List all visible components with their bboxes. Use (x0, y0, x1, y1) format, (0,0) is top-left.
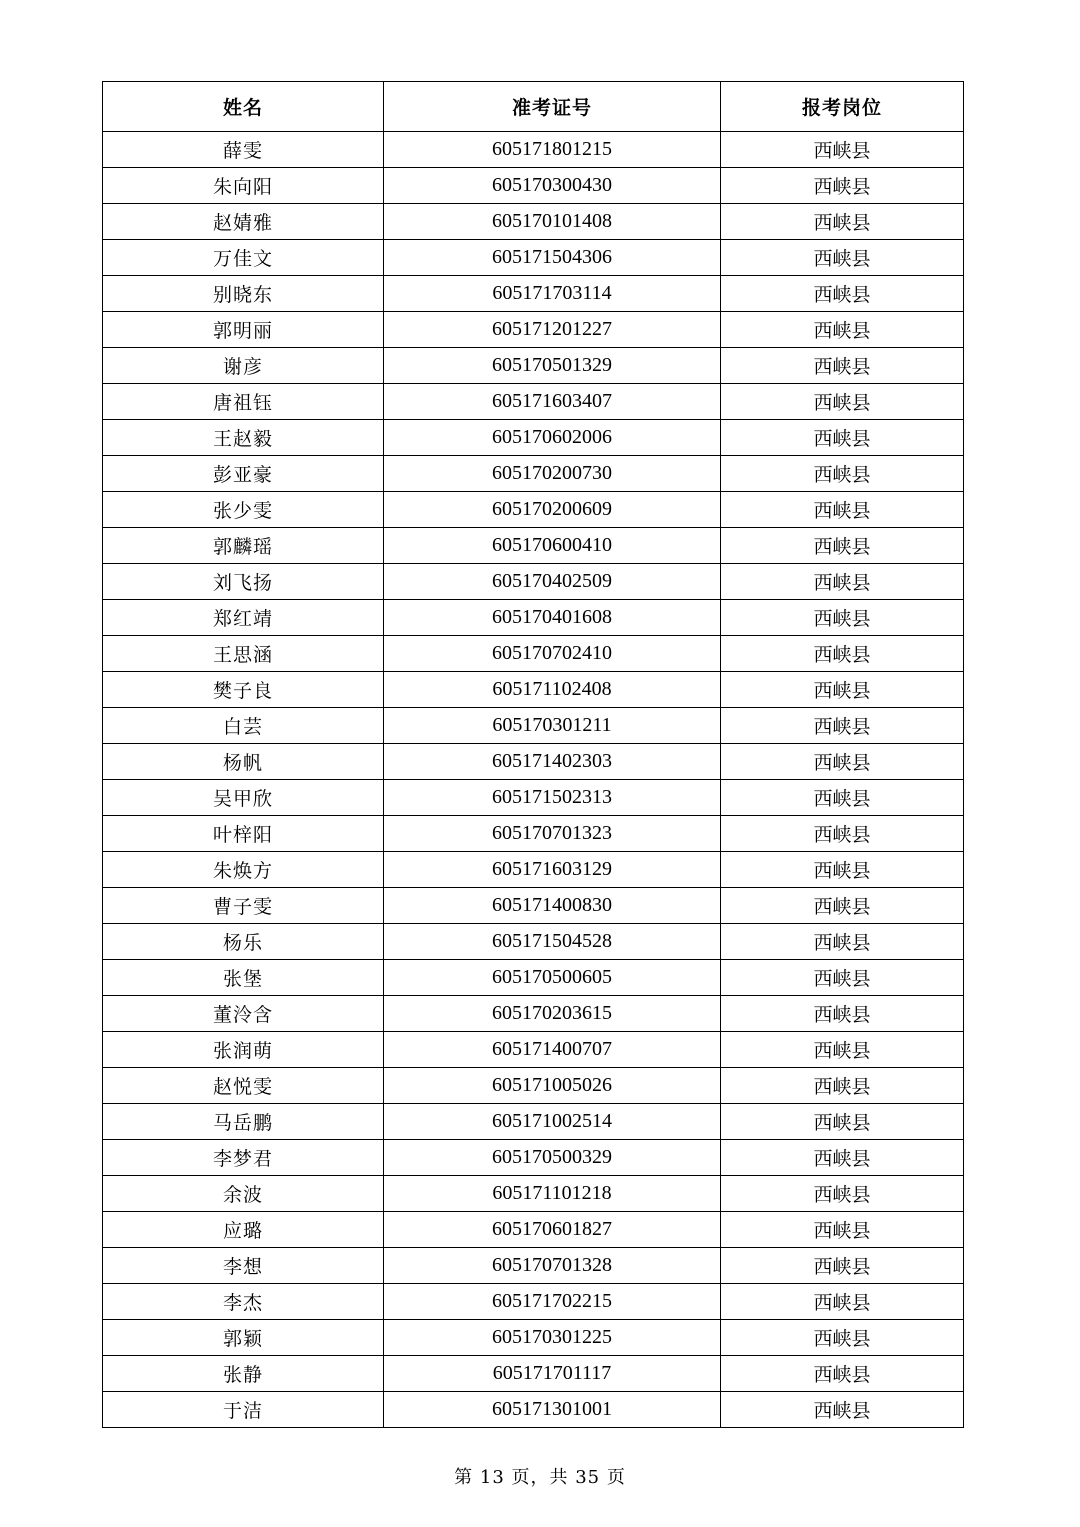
exam-id-cell: 605171402303 (384, 744, 721, 780)
name-cell: 张少雯 (103, 492, 384, 528)
name-cell: 万佳文 (103, 240, 384, 276)
post-cell: 西峡县 (721, 312, 964, 348)
post-cell: 西峡县 (721, 1392, 964, 1428)
table-row (103, 420, 964, 456)
table-row (103, 276, 964, 312)
table-row (103, 636, 964, 672)
table-row (103, 348, 964, 384)
exam-id-cell: 605171002514 (384, 1104, 721, 1140)
table-row (103, 384, 964, 420)
exam-id-cell: 605170200609 (384, 492, 721, 528)
table-row (103, 708, 964, 744)
name-cell: 于洁 (103, 1392, 384, 1428)
exam-id-cell: 605171101218 (384, 1176, 721, 1212)
table-row (103, 816, 964, 852)
post-cell: 西峡县 (721, 852, 964, 888)
post-cell: 西峡县 (721, 384, 964, 420)
post-cell: 西峡县 (721, 960, 964, 996)
table-body (103, 132, 964, 1428)
exam-id-cell: 605171502313 (384, 780, 721, 816)
post-cell: 西峡县 (721, 1068, 964, 1104)
name-cell: 马岳鹏 (103, 1104, 384, 1140)
name-cell: 郑红靖 (103, 600, 384, 636)
table-row (103, 1140, 964, 1176)
name-cell: 赵婧雅 (103, 204, 384, 240)
name-cell: 叶梓阳 (103, 816, 384, 852)
post-cell: 西峡县 (721, 1176, 964, 1212)
name-cell: 应璐 (103, 1212, 384, 1248)
name-cell: 赵悦雯 (103, 1068, 384, 1104)
post-cell: 西峡县 (721, 744, 964, 780)
name-cell: 曹子雯 (103, 888, 384, 924)
post-cell: 西峡县 (721, 1032, 964, 1068)
exam-id-cell: 605170200730 (384, 456, 721, 492)
name-cell: 王思涵 (103, 636, 384, 672)
exam-id-cell: 605170301211 (384, 708, 721, 744)
exam-id-cell: 605170401608 (384, 600, 721, 636)
exam-id-cell: 605170501329 (384, 348, 721, 384)
table-row (103, 132, 964, 168)
post-cell: 西峡县 (721, 528, 964, 564)
post-cell: 西峡县 (721, 1104, 964, 1140)
exam-id-cell: 605171005026 (384, 1068, 721, 1104)
post-cell: 西峡县 (721, 1284, 964, 1320)
table-row (103, 888, 964, 924)
post-cell: 西峡县 (721, 456, 964, 492)
exam-id-cell: 605170402509 (384, 564, 721, 600)
exam-id-cell: 605170301225 (384, 1320, 721, 1356)
page-number: 第 13 页，共 35 页 (454, 1467, 626, 1488)
table-row (103, 1356, 964, 1392)
table-row (103, 1392, 964, 1428)
post-cell: 西峡县 (721, 1212, 964, 1248)
name-cell: 张静 (103, 1356, 384, 1392)
name-cell: 张堡 (103, 960, 384, 996)
post-cell: 西峡县 (721, 240, 964, 276)
roster-page (102, 81, 963, 1428)
exam-id-cell: 605171603129 (384, 852, 721, 888)
name-cell: 王赵毅 (103, 420, 384, 456)
name-cell: 李梦君 (103, 1140, 384, 1176)
post-cell: 西峡县 (721, 1356, 964, 1392)
post-cell: 西峡县 (721, 420, 964, 456)
header-name: 姓名 (103, 82, 384, 132)
name-cell: 余波 (103, 1176, 384, 1212)
exam-id-cell: 605170203615 (384, 996, 721, 1032)
exam-id-cell: 605171603407 (384, 384, 721, 420)
post-cell: 西峡县 (721, 672, 964, 708)
table-header-row (103, 82, 964, 132)
table-row (103, 1284, 964, 1320)
name-cell: 别晓东 (103, 276, 384, 312)
table-row (103, 240, 964, 276)
name-cell: 郭颖 (103, 1320, 384, 1356)
name-cell: 朱向阳 (103, 168, 384, 204)
table-row (103, 852, 964, 888)
post-cell: 西峡县 (721, 996, 964, 1032)
table-row (103, 204, 964, 240)
post-cell: 西峡县 (721, 600, 964, 636)
exam-id-cell: 605170300430 (384, 168, 721, 204)
table-row (103, 456, 964, 492)
name-cell: 白芸 (103, 708, 384, 744)
table-row (103, 168, 964, 204)
table-row (103, 996, 964, 1032)
exam-id-cell: 605170601827 (384, 1212, 721, 1248)
post-cell: 西峡县 (721, 204, 964, 240)
table-row (103, 744, 964, 780)
header-post: 报考岗位 (721, 82, 964, 132)
table-row (103, 600, 964, 636)
post-cell: 西峡县 (721, 1140, 964, 1176)
exam-id-cell: 605170702410 (384, 636, 721, 672)
table-row (103, 1248, 964, 1284)
exam-id-cell: 605171301001 (384, 1392, 721, 1428)
post-cell: 西峡县 (721, 348, 964, 384)
table-row (103, 1032, 964, 1068)
table-row (103, 492, 964, 528)
name-cell: 彭亚豪 (103, 456, 384, 492)
table-row (103, 1176, 964, 1212)
name-cell: 樊子良 (103, 672, 384, 708)
post-cell: 西峡县 (721, 924, 964, 960)
post-cell: 西峡县 (721, 1320, 964, 1356)
name-cell: 刘飞扬 (103, 564, 384, 600)
table-row (103, 1212, 964, 1248)
table-row (103, 528, 964, 564)
post-cell: 西峡县 (721, 276, 964, 312)
exam-id-cell: 605170101408 (384, 204, 721, 240)
exam-id-cell: 605170602006 (384, 420, 721, 456)
post-cell: 西峡县 (721, 636, 964, 672)
name-cell: 吴甲欣 (103, 780, 384, 816)
table-row (103, 960, 964, 996)
exam-id-cell: 605171703114 (384, 276, 721, 312)
name-cell: 董泠含 (103, 996, 384, 1032)
exam-id-cell: 605170500329 (384, 1140, 721, 1176)
exam-id-cell: 605171102408 (384, 672, 721, 708)
exam-id-cell: 605171504306 (384, 240, 721, 276)
exam-id-cell: 605171702215 (384, 1284, 721, 1320)
name-cell: 郭明丽 (103, 312, 384, 348)
name-cell: 杨帆 (103, 744, 384, 780)
post-cell: 西峡县 (721, 564, 964, 600)
name-cell: 杨乐 (103, 924, 384, 960)
exam-id-cell: 605170701328 (384, 1248, 721, 1284)
post-cell: 西峡县 (721, 168, 964, 204)
table-row (103, 780, 964, 816)
exam-id-cell: 605170701323 (384, 816, 721, 852)
post-cell: 西峡县 (721, 816, 964, 852)
post-cell: 西峡县 (721, 888, 964, 924)
name-cell: 唐祖钰 (103, 384, 384, 420)
exam-id-cell: 605171400707 (384, 1032, 721, 1068)
exam-id-cell: 605170600410 (384, 528, 721, 564)
name-cell: 郭麟瑶 (103, 528, 384, 564)
post-cell: 西峡县 (721, 1248, 964, 1284)
name-cell: 张润萌 (103, 1032, 384, 1068)
header-exam-id: 准考证号 (384, 82, 721, 132)
post-cell: 西峡县 (721, 132, 964, 168)
name-cell: 朱焕方 (103, 852, 384, 888)
exam-id-cell: 605171201227 (384, 312, 721, 348)
exam-id-cell: 605171400830 (384, 888, 721, 924)
post-cell: 西峡县 (721, 708, 964, 744)
post-cell: 西峡县 (721, 780, 964, 816)
exam-id-cell: 605171801215 (384, 132, 721, 168)
table-row (103, 1104, 964, 1140)
table-row (103, 1320, 964, 1356)
name-cell: 李想 (103, 1248, 384, 1284)
candidate-table (102, 81, 964, 1428)
post-cell: 西峡县 (721, 492, 964, 528)
name-cell: 李杰 (103, 1284, 384, 1320)
exam-id-cell: 605171504528 (384, 924, 721, 960)
table-row (103, 564, 964, 600)
exam-id-cell: 605170500605 (384, 960, 721, 996)
name-cell: 薛雯 (103, 132, 384, 168)
table-row (103, 672, 964, 708)
name-cell: 谢彦 (103, 348, 384, 384)
table-row (103, 924, 964, 960)
table-row (103, 1068, 964, 1104)
table-row (103, 312, 964, 348)
exam-id-cell: 605171701117 (384, 1356, 721, 1392)
